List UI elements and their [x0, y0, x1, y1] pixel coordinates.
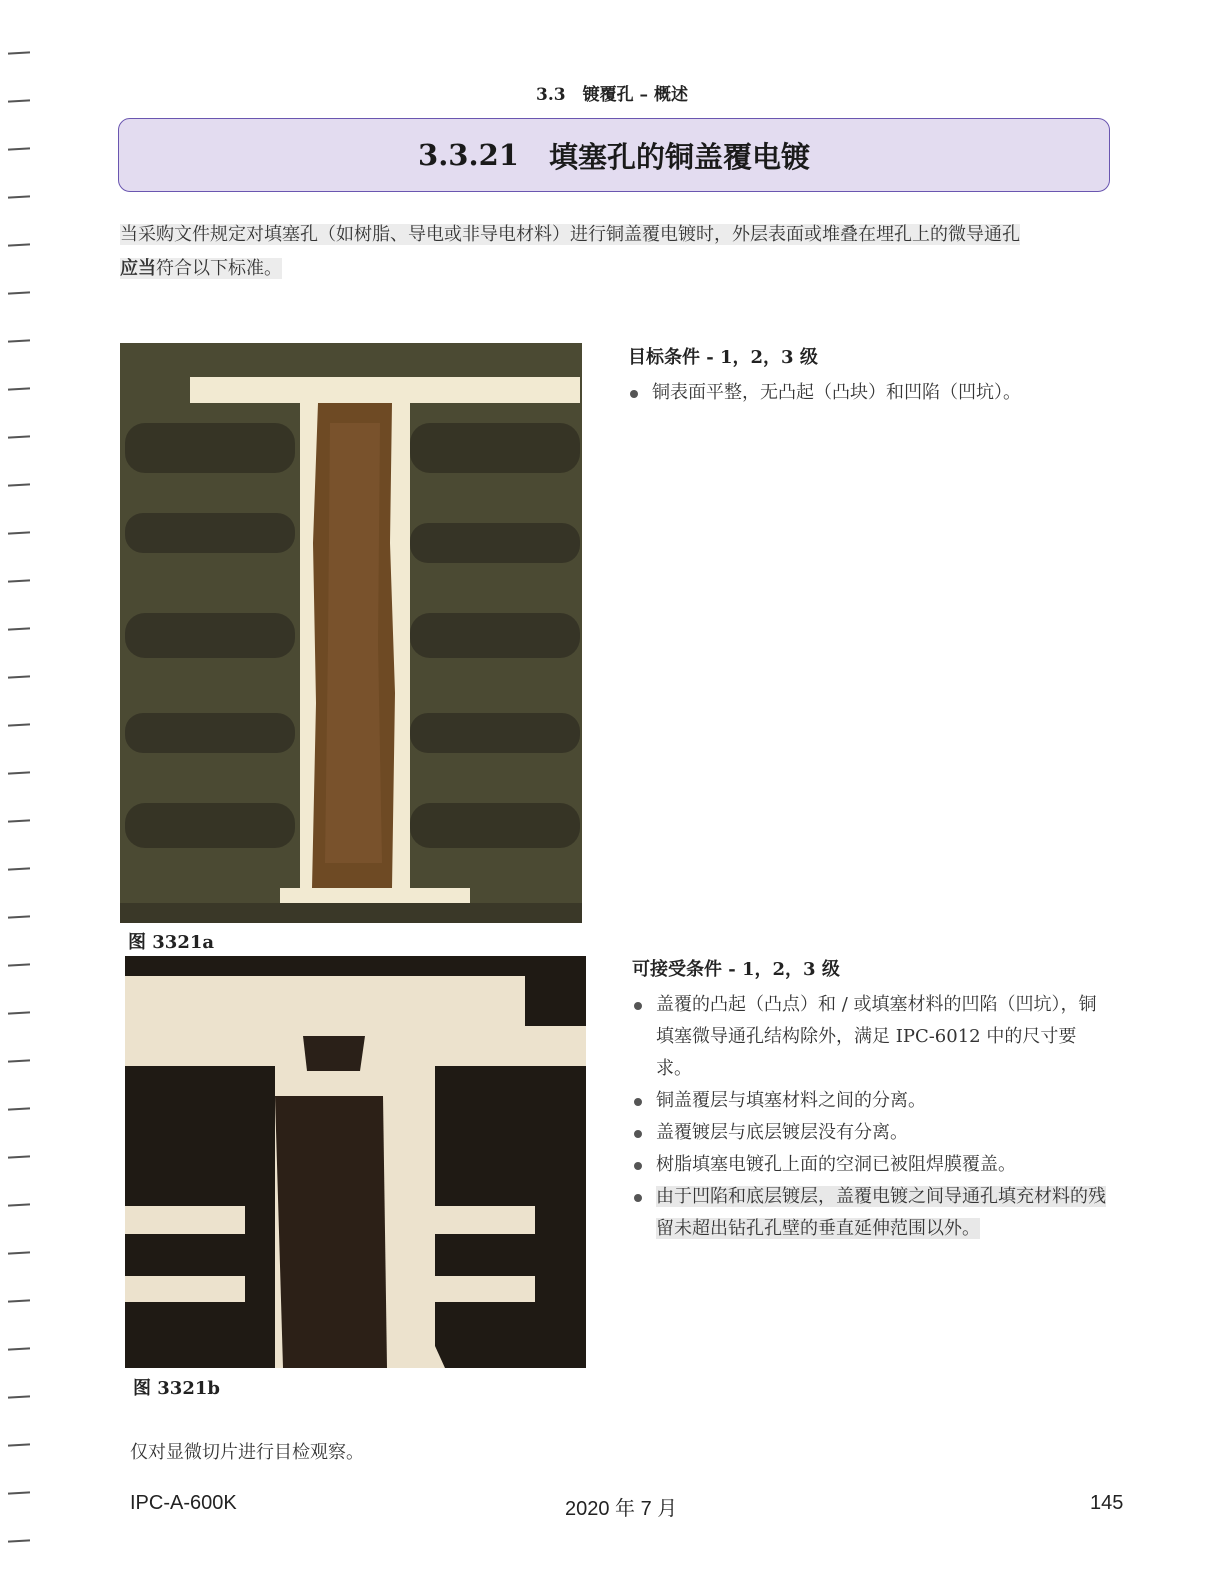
section-header: 3.3 镀覆孔 – 概述 — [536, 85, 688, 105]
intro-rest: 符合以下标准。 — [156, 258, 282, 279]
acceptable-condition — [632, 955, 1112, 1245]
figure-3321b-image — [125, 956, 586, 1368]
figure-3321a-image — [120, 343, 582, 923]
title-box — [118, 118, 1110, 192]
figure-3321b-caption: 图 3321b — [133, 1378, 220, 1399]
acceptable-condition-item — [632, 1181, 1112, 1245]
figure-3321a-caption: 图 3321a — [128, 932, 215, 953]
footer-doc-id: IPC-A-600K — [130, 1492, 237, 1514]
acceptable-condition-item-text: 由于凹陷和底层镀层，盖覆电镀之间导通孔填充材料的残留未超出钻孔孔壁的垂直延伸范围以外。 — [656, 1186, 1106, 1239]
footer-date: 2020 年 7 月 — [565, 1498, 678, 1520]
title-number: 3.3.21 — [418, 138, 519, 172]
acceptable-condition-heading: 可接受条件 - 1，2，3 级 — [632, 959, 840, 980]
intro-bold-shall: 应当 — [120, 258, 156, 279]
acceptable-condition-item: 铜盖覆层与填塞材料之间的分离。 — [632, 1085, 1112, 1117]
acceptable-condition-item: 盖覆镀层与底层镀层没有分离。 — [632, 1117, 1112, 1149]
acceptable-condition-item: 盖覆的凸起（凸点）和 / 或填塞材料的凹陷（凹坑），铜填塞微导通孔结构除外，满足 IPC-6012 中的尺寸要求。 — [632, 989, 1112, 1085]
target-condition-heading: 目标条件 - 1，2，3 级 — [628, 347, 818, 368]
target-condition-item: 铜表面平整，无凸起（凸块）和凹陷（凹坑）。 — [628, 377, 1098, 409]
binder-ring-marks — [0, 0, 40, 1584]
intro-line: 当采购文件规定对填塞孔（如树脂、导电或非导电材料）进行铜盖覆电镀时，外层表面或堆叠在埋孔上的微导通孔 — [120, 224, 1020, 245]
target-condition — [628, 343, 1098, 409]
title-text: 填塞孔的铜盖覆电镀 — [548, 139, 810, 174]
footer-page-number: 145 — [1090, 1492, 1124, 1514]
note: 仅对显微切片进行目检观察。 — [130, 1442, 364, 1463]
intro-paragraph — [120, 218, 1120, 286]
acceptable-condition-item: 树脂填塞电镀孔上面的空洞已被阻焊膜覆盖。 — [632, 1149, 1112, 1181]
